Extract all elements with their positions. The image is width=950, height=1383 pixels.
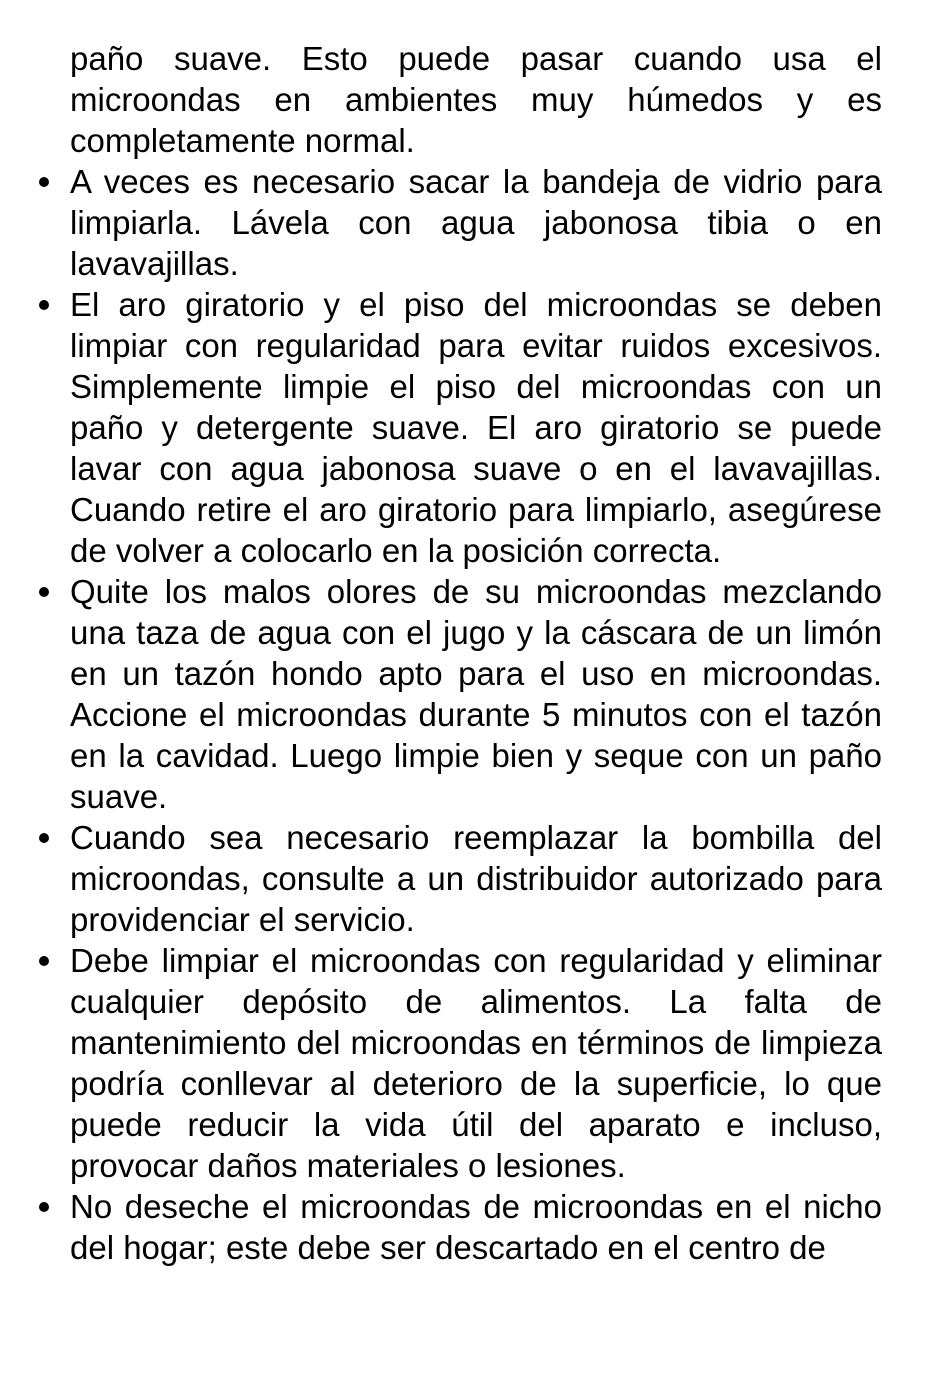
list-item — [70, 284, 882, 571]
list-item-text: El aro giratorio y el piso del microondas se deben limpiar con regularidad para evitar ruidos excesivos. Simplemente limpie el piso del microondas con un paño y detergente suave. El aro giratorio se puede lavar con agua jabonosa suave o en el lavavajillas. Cuando retire el aro giratorio para limpiarlo, asegúrese de volver a colocarlo en la posición correcta. — [70, 286, 882, 569]
list-item — [70, 1186, 882, 1268]
bullet-dot-icon — [39, 587, 49, 597]
list-item-text: Debe limpiar el microondas con regularidad y eliminar cualquier depósito de alimentos. La falta de mantenimiento del microondas en términos de limpieza podría conllevar al deterioro de la superficie, lo que puede reducir la vida útil del aparato e incluso, provocar daños materiales o lesiones. — [70, 942, 882, 1184]
list-item — [70, 817, 882, 940]
bullet-dot-icon — [39, 177, 49, 187]
document-body — [70, 38, 882, 1268]
list-item-text: A veces es necesario sacar la bandeja de vidrio para limpiarla. Lávela con agua jabonosa tibia o en lavavajillas. — [70, 163, 882, 282]
list-item-text: No deseche el microondas de microondas en el nicho del hogar; este debe ser descartado en el centro de — [70, 1188, 882, 1266]
bullet-dot-icon — [39, 300, 49, 310]
continuation-paragraph: paño suave. Esto puede pasar cuando usa el microondas en ambientes muy húmedos y es completamente normal. — [70, 40, 882, 159]
bullet-dot-icon — [39, 956, 49, 966]
list-item — [70, 940, 882, 1186]
bullet-dot-icon — [39, 833, 49, 843]
bullet-dot-icon — [39, 1202, 49, 1212]
list-item — [70, 161, 882, 284]
list-item — [70, 571, 882, 817]
list-item-text: Quite los malos olores de su microondas mezclando una taza de agua con el jugo y la cáscara de un limón en un tazón hondo apto para el uso en microondas. Accione el microondas durante 5 minutos con el tazón en la cavidad. Luego limpie bien y seque con un paño suave. — [70, 573, 882, 815]
bullet-list — [70, 161, 882, 1268]
list-item-text: Cuando sea necesario reemplazar la bombilla del microondas, consulte a un distribuidor autorizado para providenciar el servicio. — [70, 819, 882, 938]
